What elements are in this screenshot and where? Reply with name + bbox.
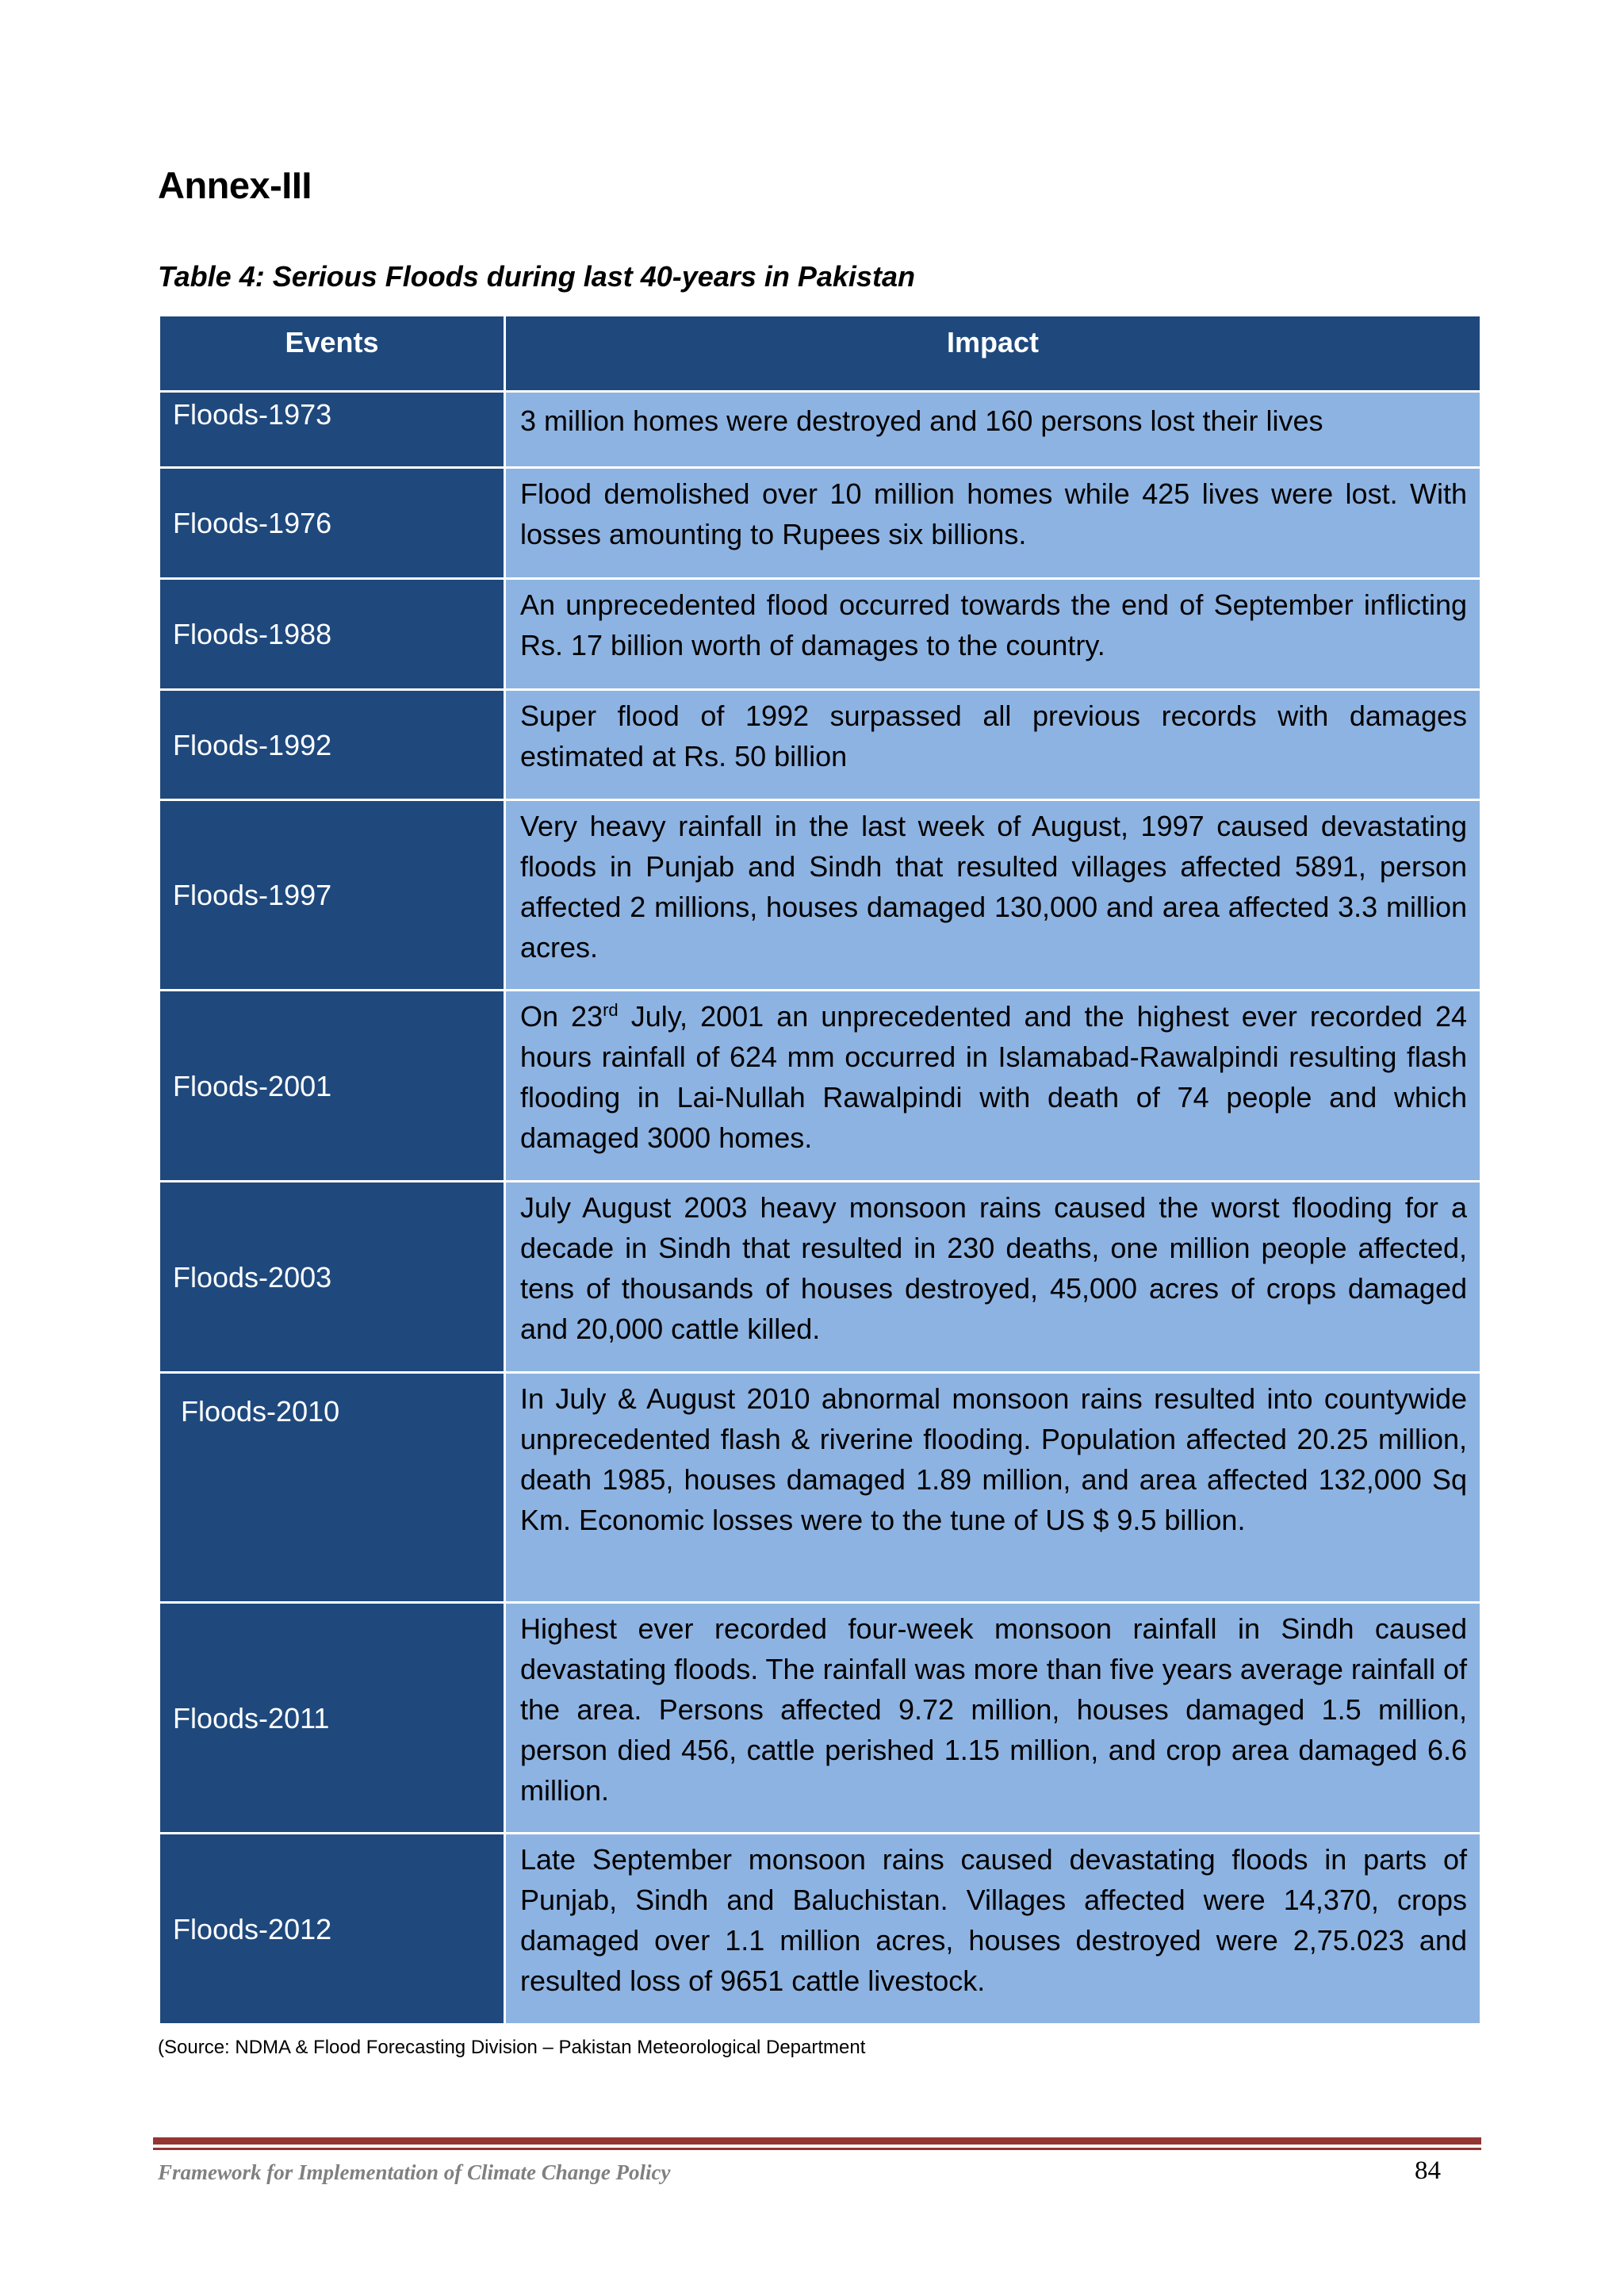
impact-cell: An unprecedented flood occurred towards the end of September inflicting Rs. 17 billion worth of damages to the country. xyxy=(505,579,1481,690)
event-cell: Floods-1976 xyxy=(159,468,505,579)
page-number: 84 xyxy=(1415,2156,1441,2185)
impact-cell xyxy=(505,991,1481,1182)
floods-table xyxy=(158,314,1482,2026)
impact-cell: July August 2003 heavy monsoon rains caused the worst flooding for a decade in Sindh that resulted in 230 deaths, one million people affected, tens of thousands of houses destroyed, 45,000 acres of crops damaged and 20,000 cattle killed. xyxy=(505,1182,1481,1373)
impact-prefix: On 23 xyxy=(520,1000,603,1033)
table-row xyxy=(159,1603,1481,1834)
footer-rule-thin xyxy=(153,2148,1481,2150)
table-row xyxy=(159,690,1481,800)
header-impact: Impact xyxy=(505,316,1481,392)
event-cell: Floods-1988 xyxy=(159,579,505,690)
header-events: Events xyxy=(159,316,505,392)
footer-title: Framework for Implementation of Climate Change Policy xyxy=(158,2160,671,2184)
impact-cell: Late September monsoon rains caused devastating floods in parts of Punjab, Sindh and Baluchistan. Villages affected were 14,370, crops damaged over 1.1 million acres, houses destroyed were 2,75.023 and resulted loss of 9651 cattle livestock. xyxy=(505,1834,1481,2025)
table-row xyxy=(159,1182,1481,1373)
footer-rule xyxy=(153,2137,1481,2145)
event-cell: Floods-2011 xyxy=(159,1603,505,1834)
impact-cell: Highest ever recorded four-week monsoon rainfall in Sindh caused devastating floods. The rainfall was more than five years average rainfall of the area. Persons affected 9.72 million, houses damaged 1.5 million, person died 456, cattle perished 1.15 million, and crop area damaged 6.6 million. xyxy=(505,1603,1481,1834)
event-cell: Floods-1997 xyxy=(159,800,505,991)
event-cell: Floods-2012 xyxy=(159,1834,505,2025)
impact-cell: In July & August 2010 abnormal monsoon rains resulted into countywide unprecedented flash & riverine flooding. Population affected 20.25 million, death 1985, houses damaged 1.89 million, and area affected 132,000 Sq Km. Economic losses were to the tune of US $ 9.5 billion. xyxy=(505,1373,1481,1603)
event-cell: Floods-1973 xyxy=(159,392,505,468)
impact-cell: Super flood of 1992 surpassed all previous records with damages estimated at Rs. 50 billion xyxy=(505,690,1481,800)
impact-cell: Flood demolished over 10 million homes while 425 lives were lost. With losses amounting to Rupees six billions. xyxy=(505,468,1481,579)
table-row xyxy=(159,991,1481,1182)
ordinal-suffix: rd xyxy=(603,1000,619,1020)
event-cell: Floods-1992 xyxy=(159,690,505,800)
table-row xyxy=(159,1834,1481,2025)
source-note: (Source: NDMA & Flood Forecasting Division – Pakistan Meteorological Department xyxy=(158,2037,866,2058)
table-caption: Table 4: Serious Floods during last 40-years in Pakistan xyxy=(158,260,915,293)
table-row xyxy=(159,1373,1481,1603)
event-cell: Floods-2010 xyxy=(159,1373,505,1603)
table-row xyxy=(159,392,1481,468)
impact-cell: Very heavy rainfall in the last week of August, 1997 caused devastating floods in Punjab and Sindh that resulted villages affected 5891, person affected 2 millions, houses damaged 130,000 and area affected 3.3 million acres. xyxy=(505,800,1481,991)
annex-heading: Annex-III xyxy=(158,164,312,206)
table-row xyxy=(159,800,1481,991)
impact-cell: 3 million homes were destroyed and 160 persons lost their lives xyxy=(505,392,1481,468)
event-cell: Floods-2001 xyxy=(159,991,505,1182)
impact-text: July, 2001 an unprecedented and the highest ever recorded 24 hours rainfall of 624 mm occurred in Islamabad-Rawalpindi resulting flash flooding in Lai-Nullah Rawalpindi with death of 74 people and which damaged 3000 homes. xyxy=(520,1000,1467,1154)
table-row xyxy=(159,468,1481,579)
table-row xyxy=(159,579,1481,690)
event-cell: Floods-2003 xyxy=(159,1182,505,1373)
table-header-row xyxy=(159,316,1481,392)
